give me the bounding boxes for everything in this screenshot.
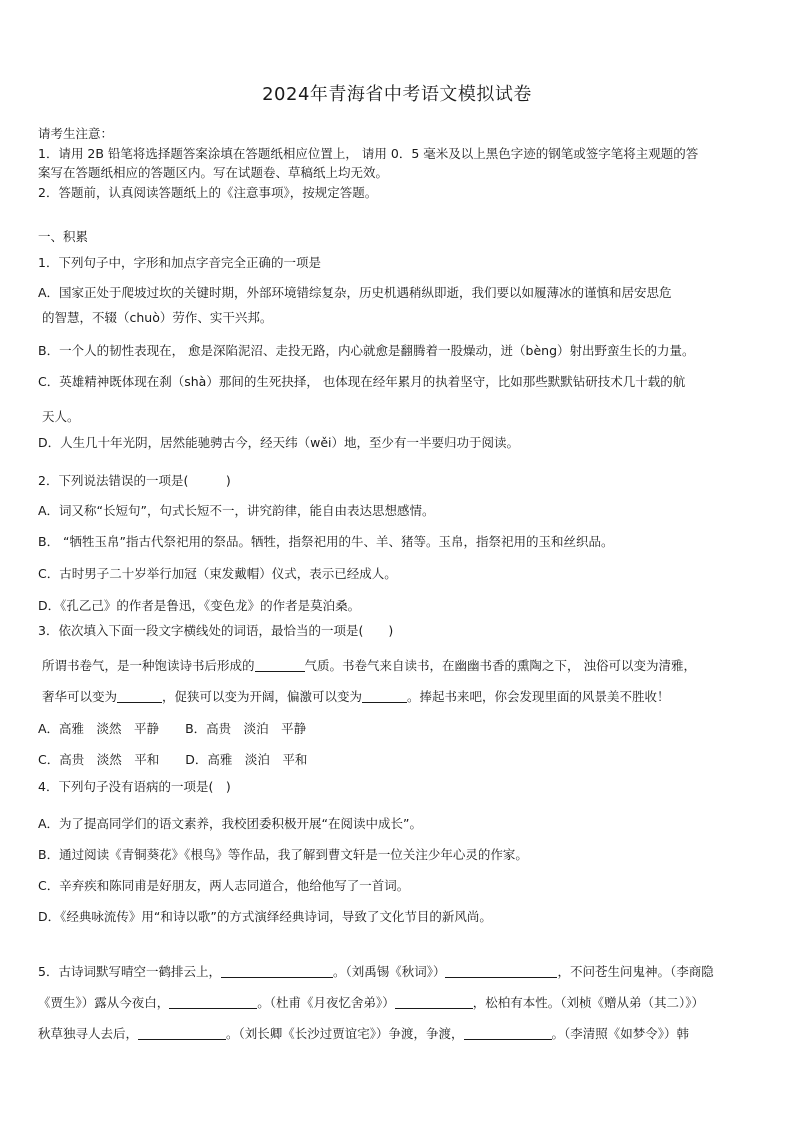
answer-blank[interactable] xyxy=(255,658,305,672)
notice-line-1b: 案写在答题纸相应的答题区内。写在试题卷、草稿纸上均无效。 xyxy=(38,165,389,180)
q5-text: 5．古诗词默写晴空一鹤排云上， xyxy=(38,964,221,979)
q5-text: ，松柏有本性。（刘桢《赠从弟（其二）》） xyxy=(472,995,705,1010)
q3-passage-text: 奢华可以变为 xyxy=(42,689,118,704)
q5-line-3 xyxy=(38,1024,689,1042)
q5-text: ，不问苍生问鬼神。（李商隐 xyxy=(557,964,714,979)
q3-option-c: C．高贵 淡然 平和 xyxy=(38,752,160,767)
q3-passage-text: 所谓书卷气，是一种饱读诗书后形成的 xyxy=(42,658,255,673)
q1-option-a-cont: 的智慧，不辍（chuò）劳作、实干兴邦。 xyxy=(42,310,273,325)
q1-stem: 1．下列句子中，字形和加点字音完全正确的一项是 xyxy=(38,255,321,270)
q3-options-row-1 xyxy=(38,719,306,737)
q3-option-d: D．高雅 淡泊 平和 xyxy=(185,752,308,767)
answer-blank[interactable] xyxy=(169,995,257,1009)
answer-blank[interactable] xyxy=(362,689,407,703)
q4-option-c: C．辛弃疾和陈同甫是好朋友，两人志同道合，他给他写了一首词。 xyxy=(38,878,410,893)
q5-text: 秋草独寻人去后， xyxy=(38,1026,139,1041)
page-title: 2024年青海省中考语文模拟试卷 xyxy=(262,84,532,105)
q3-passage-text: 。捧起书来吧，你会发现里面的风景美不胜收！ xyxy=(407,689,670,704)
q1-option-d: D．人生几十年光阴，居然能驰骋古今，经天纬（wěi）地，至少有一半要归功于阅读。 xyxy=(38,435,520,450)
section-heading: 一、积累 xyxy=(38,229,89,244)
q3-option-b: B．高贵 淡泊 平静 xyxy=(185,721,307,736)
q5-text: 。（刘禹锡《秋词》） xyxy=(332,964,446,979)
q4-option-a: A．为了提高同学们的语文素养，我校团委积极开展“在阅读中成长”。 xyxy=(38,816,423,831)
q4-option-d: D．《经典咏流传》用“和诗以歌”的方式演绎经典诗词，导致了文化节目的新风尚。 xyxy=(38,909,492,924)
notice-line-2: 2．答题前，认真阅读答题纸上的《注意事项》，按规定答题。 xyxy=(38,185,378,200)
q3-option-a: A．高雅 淡然 平静 xyxy=(38,721,160,736)
q2-option-b: B． “牺牲玉帛”指古代祭祀用的祭品。牺牲，指祭祀用的牛、羊、猪等。玉帛，指祭祀用的玉和丝织品。 xyxy=(38,534,614,549)
q5-text: 。（杜甫《月夜忆舍弟》） xyxy=(257,995,395,1010)
answer-blank[interactable] xyxy=(395,995,473,1009)
q5-text: 《贾生》）露从今夜白， xyxy=(38,995,170,1010)
answer-blank[interactable] xyxy=(464,1026,552,1040)
q1-option-c: C．英雄精神既体现在刹（shà）那间的生死抉择， 也体现在经年累月的执着坚守，比如那些默默钻研技术几十载的航 xyxy=(38,374,686,389)
notice-line-1a: 1．请用 2B 铅笔将选择题答案涂填在答题纸相应位置上， 请用 0．5 毫米及以上黑色字迹的钢笔或签字笔将主观题的答 xyxy=(38,146,699,161)
q3-stem: 3．依次填入下面一段文字横线处的词语，最恰当的一项是( ) xyxy=(38,623,394,638)
q5-text: 。（李清照《如梦令》）韩 xyxy=(551,1026,690,1041)
q3-passage-text: 气质。书卷气来自读书，在幽幽书香的熏陶之下， 浊俗可以变为清雅， xyxy=(304,658,696,673)
q5-line-2 xyxy=(38,993,704,1011)
q2-option-d: D．《孔乙己》的作者是鲁迅，《变色龙》的作者是莫泊桑。 xyxy=(38,598,361,613)
q1-option-c-cont: 天人。 xyxy=(42,409,80,424)
q1-option-a: A．国家正处于爬坡过坎的关键时期，外部环境错综复杂，历史机遇稍纵即逝，我们要以如履薄冰的谨慎和居安思危 xyxy=(38,285,672,300)
q3-passage-text: ，促狭可以变为开阔，偏激可以变为 xyxy=(162,689,363,704)
q5-text: 。（刘长卿《长沙过贾谊宅》）争渡，争渡， xyxy=(226,1026,464,1041)
answer-blank[interactable] xyxy=(445,964,557,978)
q1-option-b: B．一个人的韧性表现在， 愈是深陷泥沼、走投无路，内心就愈是翻腾着一股燥动，迸（bèng）射出野蛮生长的力量。 xyxy=(38,343,695,358)
q3-passage-line-2 xyxy=(42,687,670,705)
q2-option-c: C．古时男子二十岁举行加冠（束发戴帽）仪式，表示已经成人。 xyxy=(38,566,397,581)
q2-option-a: A．词又称“长短句”，句式长短不一，讲究韵律，能自由表达思想感情。 xyxy=(38,503,435,518)
answer-blank[interactable] xyxy=(117,689,162,703)
answer-blank[interactable] xyxy=(138,1026,226,1040)
q5-line-1 xyxy=(38,962,714,980)
q4-option-b: B．通过阅读《青铜葵花》《根鸟》等作品，我了解到曹文轩是一位关注少年心灵的作家。 xyxy=(38,847,528,862)
q2-stem: 2．下列说法错误的一项是( ) xyxy=(38,473,231,488)
answer-blank[interactable] xyxy=(221,964,333,978)
q3-passage-line-1 xyxy=(42,656,696,674)
q3-options-row-2 xyxy=(38,750,307,768)
notice-heading: 请考生注意： xyxy=(38,126,114,141)
q4-stem: 4．下列句子没有语病的一项是( ) xyxy=(38,779,231,794)
